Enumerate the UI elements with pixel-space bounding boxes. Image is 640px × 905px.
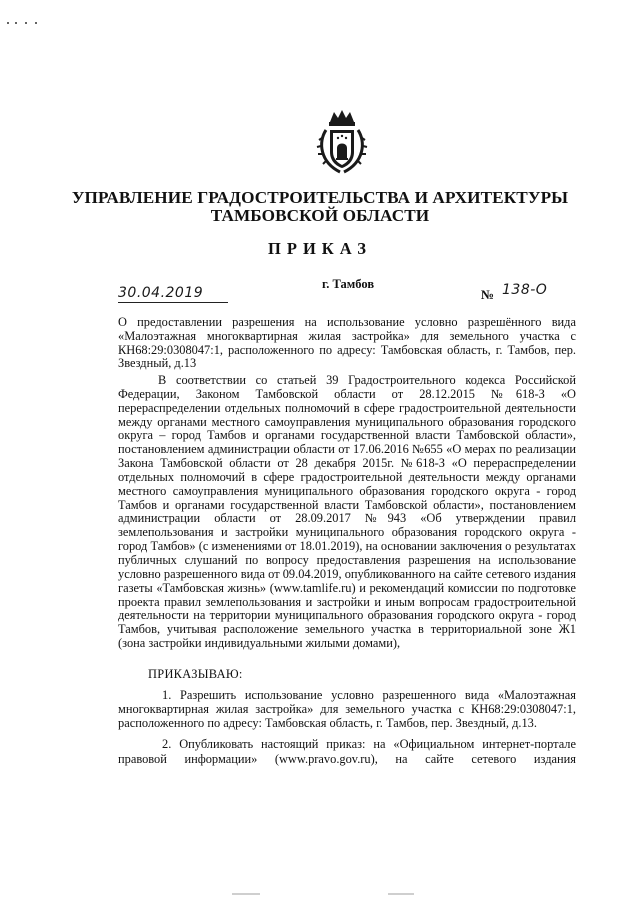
organization-name-line1: УПРАВЛЕНИЕ ГРАДОСТРОИТЕЛЬСТВА И АРХИТЕКТУРЫ [71, 188, 569, 207]
handwritten-date: 30.04.2019 [118, 285, 228, 303]
scan-edge-mark [232, 893, 260, 895]
handwritten-order-number: 138-О [502, 282, 548, 298]
order-item-1: 1. Разрешить использование условно разрешенного вида «Малоэтажная многоквартирная жилая застройка» для земельного участка с КН68:29:0308047:1, расположенного по адресу: Тамбовская область, г. Тамбов, пер. Звездный, д.13. [118, 688, 576, 730]
scan-dots [6, 20, 46, 26]
city-label: г. Тамбов [322, 277, 375, 291]
organization-name-line2: ТАМБОВСКОЙ ОБЛАСТИ [210, 206, 430, 225]
preamble-paragraph: В соответствии со статьей 39 Градостроительного кодекса Российской Федерации, Законом Тамбовской области от 28.12.2015 №618-З «О перераспределении отдельных полномочий в сфере градостроительной деятельности между органами местного самоуправления муниципального образования городского округа – город Тамбов и органами государственной власти Тамбовской области», постановлением администрации области от 17.06.2016 №655 «О мерах по реализации Закона Тамбовской области от 28 декабря 2015г. №618-З «О перераспределении отдельных полномочий в сфере градостроительной деятельности между органами местного самоуправления муниципального образования городского округа - город Тамбов и органами государственной власти Тамбовской области», постановлением администрации области от 28.09.2017 №943 «Об утверждении правил землепользования и застройки муниципального образования городского округа - город Тамбов» (с изменениями от 18.01.2019), на основании заключения о результатах публичных слушаний по вопросу предоставления разрешения на использование условно разрешенного вида от 09.04.2019, опубликованного на сайте сетевого издания газеты «Тамбовская жизнь» (www.tamlife.ru) и рекомендаций комиссии по подготовке проекта правил землепользования и застройки и иным вопросам градостроительной деятельности на территории муниципального образования городского округа - город Тамбов, учитывая расположение земельного участка в территориальной зоне Ж1 (зона застройки индивидуальными жилыми домами), [118, 373, 576, 651]
order-subject: О предоставлении разрешения на использование условно разрешённого вида «Малоэтажная многоквартирная жилая застройка» для земельного участка с КН68:29:0308047:1, расположенного по адресу: Тамбовская область, г. Тамбов, пер. Звездный, д.13 [118, 315, 576, 371]
order-item-2: 2. Опубликовать настоящий приказ: на «Официальном интернет-портале правовой информации» (www.pravo.gov.ru), на сайте сетевого издания [118, 737, 576, 766]
number-sign: № [481, 287, 495, 302]
document-type-title: ПРИКАЗ [268, 239, 372, 258]
order-directive-word: ПРИКАЗЫВАЮ: [148, 667, 243, 681]
coat-of-arms-emblem-icon [316, 108, 368, 174]
scan-edge-mark [388, 893, 414, 895]
